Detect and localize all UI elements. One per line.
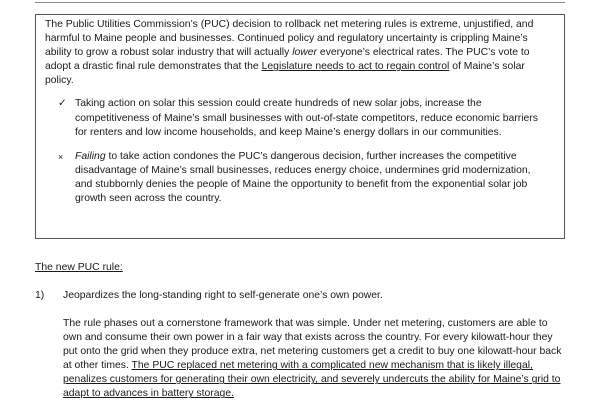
bullet-failing bbox=[45, 150, 543, 206]
cross-icon: × bbox=[58, 151, 64, 162]
legislature-underlined-text: Legislature needs to act to regain control bbox=[261, 61, 450, 73]
item-title: Jeopardizes the long-standing right to self-generate one’s own power. bbox=[63, 290, 383, 301]
section-heading: The new PUC rule: bbox=[35, 262, 123, 273]
summary-callout-box bbox=[35, 14, 565, 239]
checkmark-icon: ✓ bbox=[58, 98, 67, 110]
bullet-take-action-text: Taking action on solar this session could create hundreds of new solar jobs, increase the competitiveness of Maine’s small businesses with out-of-state competitors, reduce economic barriers for renters and low income households, and keep Maine’s energy dollars in our communities. bbox=[75, 98, 538, 138]
bullet-failing-text bbox=[75, 150, 543, 206]
intro-text-2: everyone’s electrical rates. The PUC’s vote to adopt a drastic final rule demonstrates that the bbox=[45, 47, 530, 73]
item-number: 1) bbox=[35, 290, 45, 301]
intro-emphasis: lower bbox=[292, 47, 318, 59]
body-underlined-text: The PUC replaced net metering with a complicated new mechanism that is likely illegal, penalizes customers for generating their own electricity, and severely undercuts the ability for Maine’s grid to adapt to advances in battery storage. bbox=[63, 360, 561, 400]
body-text: The rule phases out a cornerstone framework that was simple. Under net metering, customers are able to own and consume their own power in a fair way that exists across the country. For every kilowatt-hour they put onto the grid when they produce extra, net metering customers get a credit to buy one kilowatt-hour back at other times. bbox=[63, 318, 562, 372]
item-body-paragraph bbox=[63, 317, 565, 402]
intro-text-3: of Maine’s solar policy. bbox=[45, 61, 525, 87]
callout-intro-paragraph bbox=[45, 18, 555, 88]
failing-emphasis: Failing bbox=[75, 150, 106, 162]
bullet-take-action bbox=[45, 97, 543, 139]
top-divider bbox=[35, 2, 565, 3]
intro-text-1: The Public Utilities Commission’s (PUC) decision to rollback net metering rules is extreme, unjustified, and harmful to Maine people and businesses. Continued policy and regulatory uncertainty is crippling Maine’s ability to grow a robust solar industry that will actually bbox=[45, 19, 534, 59]
failing-rest-text: to take action condones the PUC’s dangerous decision, further increases the competitive disadvantage of Maine’s small businesses, reduces energy choice, undermines grid modernization, and stubbornly denies the people of Maine the opportunity to benefit from the exponential solar job growth seen across the country. bbox=[75, 150, 531, 205]
